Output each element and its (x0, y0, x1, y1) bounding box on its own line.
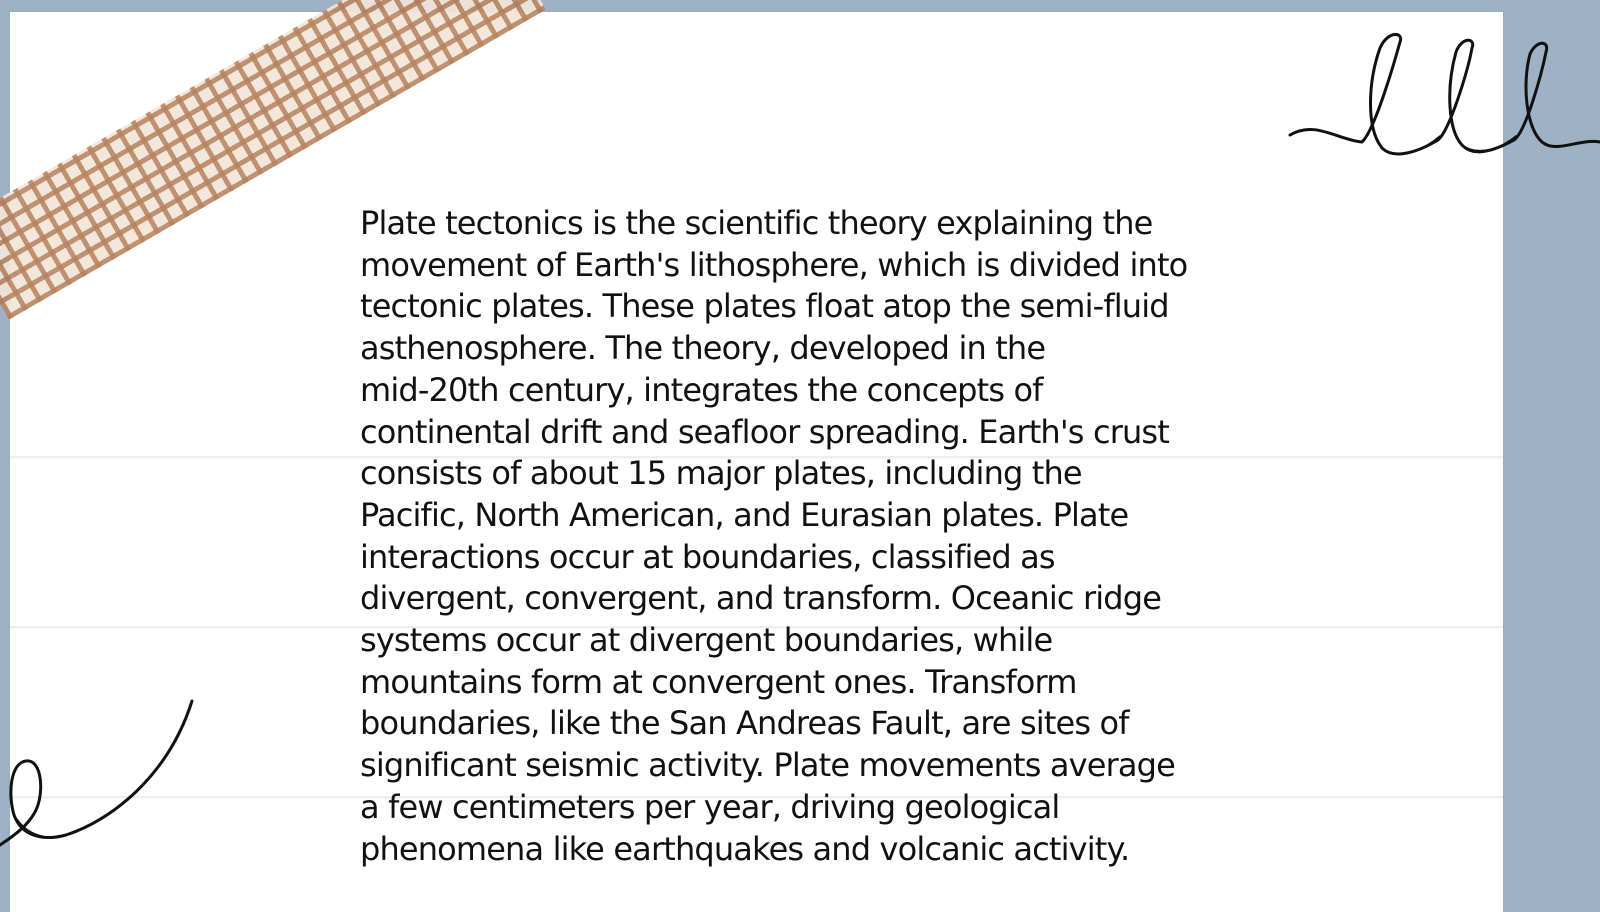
swirl-check-doodle (0, 695, 200, 855)
slide-body-text: Plate tectonics is the scientific theory explaining the movement of Earth's lithosphere, which is divided into tectonic plates. These plates float atop the semi-fluid asthenosphere. The theory, developed in the mid-20th century, integrates the concepts of continental drift and seafloor spreading. Earth's crust consists of about 15 major plates, including the Pacific, North American, and Eurasian plates. Plate interactions occur at boundaries, classified as divergent, convergent, and transform. Oceanic ridge systems occur at divergent boundaries, while mountains form at convergent ones. Transform boundaries, like the San Andreas Fault, are sites of significant seismic activity. Plate movements average a few centimeters per year, driving geological phenomena like earthquakes and volcanic activity. (360, 204, 1188, 868)
loop-scribble-doodle (1290, 30, 1600, 170)
